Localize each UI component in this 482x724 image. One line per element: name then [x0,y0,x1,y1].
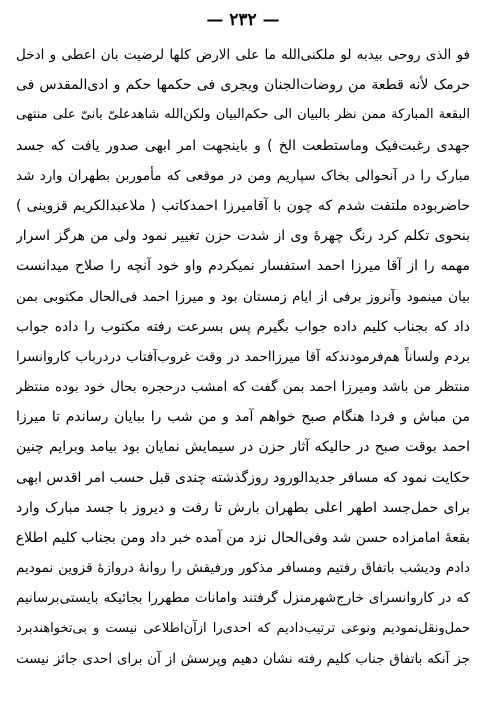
text-line: بقعهٔ امامزاده حسن شد وفی‌الحال نزد من آمده خبر داد ومن بجناب کلیم اطلاع [16,530,470,546]
text-line: حاضربوده ملتفت شدم که چون با آقامیرزا احمدکاتب ( ملاعبدالکریم قزوینی ) [16,197,470,214]
text-line: فو الذی روحی بیدبه لو ملکنی‌الله ما علی الارض کلها لرضیت بان اعطی و ادخل [16,47,470,63]
text-line: بیان مینمود وآنروز برفی از ایام زمستان بود و میرزا احمد فی‌الحال مکتوبی بمن [16,288,470,305]
text-line: حکایت نمود که مسافر جدیدالورود روزگذشته چندی قبل حسب امر اقدس ابهی [16,469,470,486]
text-line: دادم ودیشب باتفاق رفتیم ومسافر مذکور ورفیقش را روانهٔ دروازهٔ قزوین نمودیم [16,560,470,577]
text-line: بردم ولساناً هم‌فرمودندکه آقا میرزااحمد در وقت غروب‌آفتاب دردرباب کاروانسرا [16,348,470,365]
text-line: که در کاروانسرای خارج‌شهرمنزل گرفتند وامانات مطهررا بجائیکه بایستی‌برسانیم [16,590,470,607]
text-line: احمد بوقت صبح در حالیکه آثار حزن در سیمایش نمایان بود بیامد وبرایم چنین [16,439,470,456]
text-line: البقعة المبارکة ممن نظر بالبیان الی حکم‌البیان ولکن‌الله شاهدعلی‌ّ بانی‌ّ علی منتهی [16,107,470,123]
page-number: — ۲۳۲ — [206,10,280,30]
text-line: منتظر من باشد ومیرزا احمد بمن گفت که امشب درحجره بحال خود بوده منتظر [16,379,470,396]
text-line: مبارک را در آنحوالی بخاک سپاریم ومن در موقعی که مأموربن بطهران وارد شد [16,167,470,184]
text-line: داد که بجناب کلیم داده جواب بگیرم پس بسرعت رفته مکتوب را داده جواب [16,318,470,335]
body-text [16,40,470,674]
text-line: من مباش و فردا هنگام صبح خواهم آمد و من شب را ببایان رساندم تا میرزا [16,409,470,426]
text-line: برای حمل‌جسد اطهر اعلی بطهران بارش تا رفت و دیروز با جسد مبارک وارد [16,499,470,516]
text-line: مهمه را از آقا میرزا احمد استفسار نمیکردم واو خود آنچه را صلاح میدانست [16,258,470,275]
text-line: حمل‌ونقل‌نمودیم ونوعی ترتیب‌دادیم که احدی‌را ازآن‌اطلاعی نیست و بی‌تخواهندبرد [16,620,470,636]
text-line: جز آنکه باتفاق جناب کلیم رفته نشان دهیم وپرسش از آن برای احدی جائز نیست [16,650,470,667]
text-line: بنحوی تکلم کرد رنگ چهرهٔ وی از شدت حزن تغییر نمود ولی من هرگز اسرار [16,228,470,245]
text-line: حرمک لأنه قطعة من روضات‌الجنان ویجری فی حکمها حکم و ادی‌المقدس فی [16,77,470,94]
text-line: جهدی رغبت‌فیک وماستطعت الخ ) و باینجهت امر ابهی صدور یافت که جسد [16,137,470,154]
